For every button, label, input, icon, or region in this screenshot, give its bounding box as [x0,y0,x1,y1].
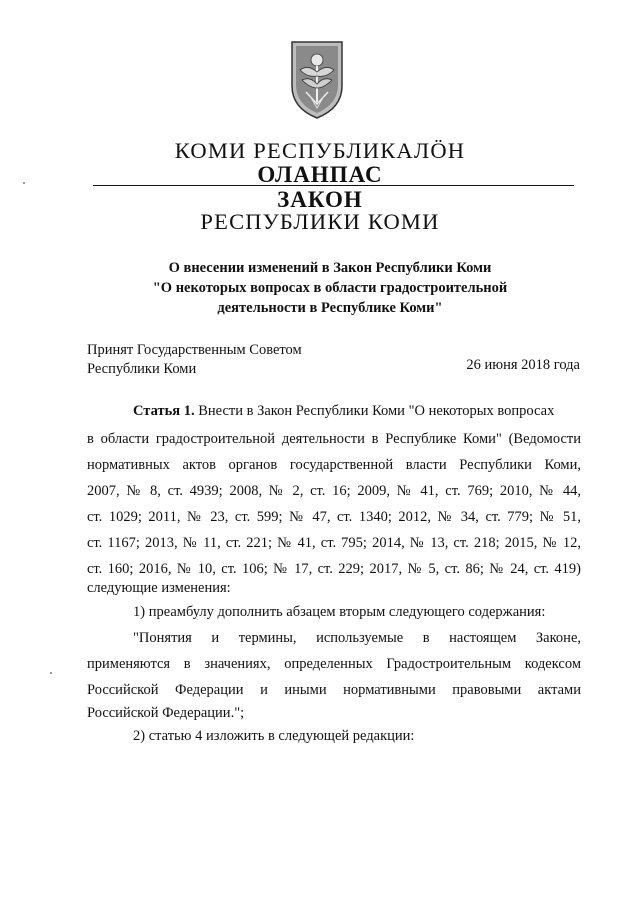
header-komi-language-line: КОМИ РЕСПУБЛИКАЛÖН [174,138,466,163]
law-title [120,258,540,318]
law-title-line: деятельности в Республике Коми" [217,300,443,316]
article-text-line: нормативных актов органов государственной власти Республики Коми, [87,457,581,473]
adopted-by [87,341,302,379]
amendment-item-2: 2) статью 4 изложить в следующей редакции: [133,728,415,744]
article-text-line: ст. 1029; 2011, № 23, ст. 599; № 47, ст. 1340; 2012, № 34, ст. 779; № 51, [87,509,581,525]
quote-line: применяются в значениях, определенных Градостроительным кодексом [87,656,581,672]
article-label: Статья 1. [133,403,195,419]
article-text-line: в области градостроительной деятельности в Республике Коми" (Ведомости [87,431,581,447]
quote-line: Российской Федерации и иными нормативными правовыми актами [87,682,581,698]
article-1-first-line [133,403,554,420]
quote-line: Российской Федерации."; [87,705,245,721]
header-republic-line: РЕСПУБЛИКИ КОМИ [200,209,440,234]
quote-line: "Понятия и термины, используемые в настоящем Законе, [133,630,581,646]
header-zakon: ЗАКОН [277,187,363,212]
header-divider [93,185,574,186]
article-text-line: ст. 160; 2016, № 10, ст. 106; № 17, ст. 229; 2017, № 5, ст. 86; № 24, ст. 419) [87,561,581,577]
amendment-item-1: 1) преамбулу дополнить абзацем вторым следующего содержания: [133,604,546,620]
adoption-date: 26 июня 2018 года [466,357,580,373]
law-title-line: "О некоторых вопросах в области градостроительной [152,280,508,296]
scan-speck [50,672,52,674]
article-text: Внести в Закон Республики Коми "О некоторых вопросах [194,403,555,419]
adopted-by-line: Принят Государственным Советом [87,342,302,358]
adopted-by-line: Республики Коми [87,361,197,377]
law-title-line: О внесении изменений в Закон Республики Коми [168,260,492,276]
scan-speck [23,182,25,184]
article-text-line: 2007, № 8, ст. 4939; 2008, № 2, ст. 16; 2009, № 41, ст. 769; 2010, № 44, [87,483,581,499]
article-text-line: ст. 1167; 2013, № 11, ст. 221; № 41, ст. 795; 2014, № 13, ст. 218; 2015, № 12, [87,535,581,551]
header-olanpas: ОЛАНПАС [257,162,383,187]
article-text-line: следующие изменения: [87,580,231,596]
coat-of-arms-emblem [286,36,348,120]
